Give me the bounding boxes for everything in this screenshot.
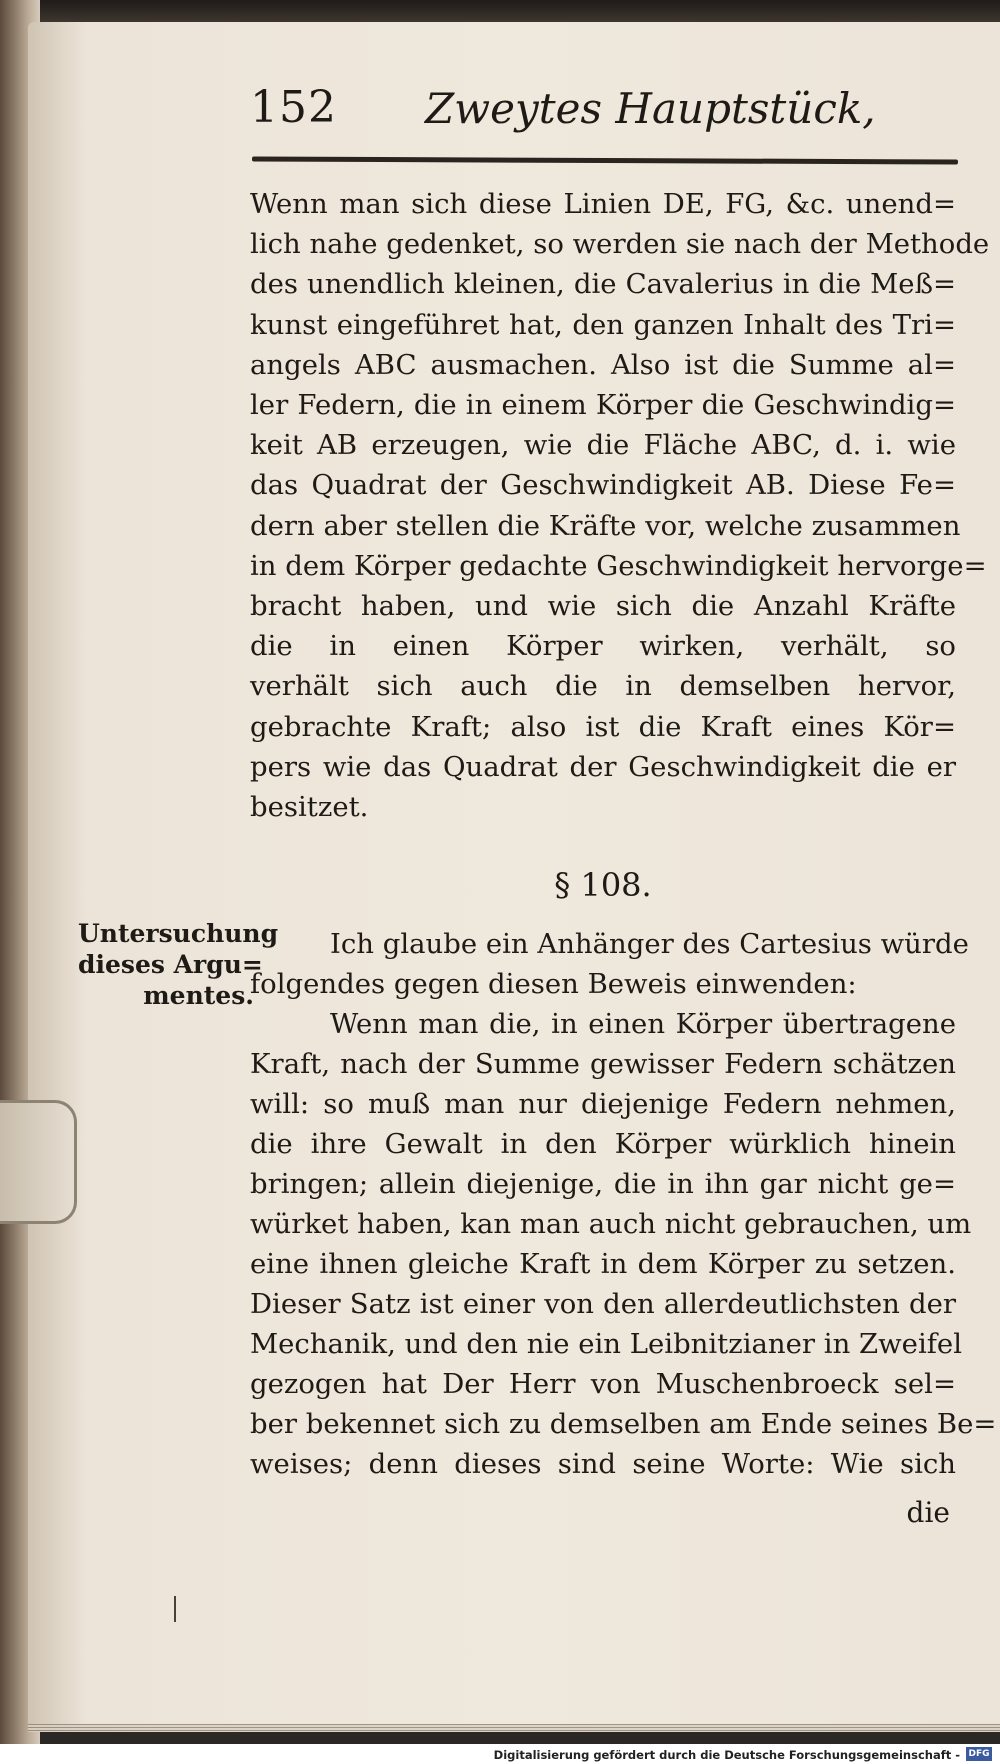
paragraph-line: Kraft, nach der Summe gewisser Federn schätzen bbox=[250, 1048, 956, 1080]
running-head bbox=[250, 82, 950, 142]
digitization-credit: Digitalisierung gefördert durch die Deutsche Forschungsgemeinschaft - bbox=[493, 1748, 960, 1762]
paragraph-line: gezogen hat Der Herr von Muschenbroeck sel= bbox=[250, 1368, 956, 1400]
body-line: bracht haben, und wie sich die Anzahl Kräfte bbox=[250, 590, 956, 623]
marginal-note-line: dieses Argu= bbox=[78, 950, 263, 979]
body-line: gebrachte Kraft; also ist die Kraft eines Kör= bbox=[250, 710, 956, 743]
paragraph-line: Wenn man die, in einen Körper übertragene bbox=[330, 1008, 956, 1040]
page-number: 152 bbox=[250, 82, 337, 133]
marginal-note-line: Untersuchung bbox=[78, 919, 279, 948]
paragraph-line: eine ihnen gleiche Kraft in dem Körper zu setzen. bbox=[250, 1248, 956, 1280]
paragraph-line: bringen; allein diejenige, die in ihn gar nicht ge= bbox=[250, 1168, 956, 1200]
body-line: besitzet. bbox=[250, 791, 369, 824]
body-line: Wenn man sich diese Linien DE, FG, &c. unend= bbox=[250, 188, 956, 220]
bookmark-tab bbox=[0, 1100, 77, 1224]
paragraph-line: will: so muß man nur diejenige Federn nehmen, bbox=[250, 1088, 956, 1120]
marginal-note-line: mentes. bbox=[143, 981, 254, 1010]
running-title: Zweytes Hauptstück, bbox=[425, 84, 876, 133]
body-line: lich nahe gedenket, so werden sie nach der Methode bbox=[250, 228, 990, 261]
body-line: ler Federn, die in einem Körper die Geschwindig= bbox=[250, 389, 956, 422]
paragraph-line: Dieser Satz ist einer von den allerdeutlichsten der bbox=[250, 1288, 956, 1320]
paragraph-line: ber bekennet sich zu demselben am Ende seines Be= bbox=[250, 1408, 997, 1440]
catchword: die bbox=[906, 1496, 950, 1529]
scan-top-edge bbox=[0, 0, 1000, 22]
paragraph-line: folgendes gegen diesen Beweis einwenden: bbox=[250, 968, 857, 1000]
body-line: kunst eingeführet hat, den ganzen Inhalt des Tri= bbox=[250, 308, 956, 341]
body-line: verhält sich auch die in demselben hervor, bbox=[250, 670, 956, 703]
body-line: in dem Körper gedachte Geschwindigkeit hervorge= bbox=[250, 549, 987, 582]
paragraph-line: würket haben, kan man auch nicht gebrauchen, um bbox=[250, 1208, 972, 1240]
paragraph-line: Mechanik, und den nie ein Leibnitzianer in Zweifel bbox=[250, 1328, 962, 1360]
body-line: die in einen Körper wirken, verhält, so bbox=[250, 630, 956, 663]
section-paragraph bbox=[250, 924, 997, 1484]
stray-ink-mark bbox=[174, 1596, 176, 1622]
body-line: pers wie das Quadrat der Geschwindigkeit die er bbox=[250, 750, 956, 783]
body-line: dern aber stellen die Kräfte vor, welche zusammen bbox=[250, 509, 961, 542]
body-line: das Quadrat der Geschwindigkeit AB. Diese Fe= bbox=[250, 469, 956, 502]
body-line: des unendlich kleinen, die Cavalerius in die Meß= bbox=[250, 268, 956, 301]
marginal-note bbox=[78, 918, 279, 1011]
body-text bbox=[250, 184, 990, 827]
body-line: keit AB erzeugen, wie die Fläche ABC, d. i. wie bbox=[250, 429, 956, 462]
paragraph-line: die ihre Gewalt in den Körper würklich hinein bbox=[250, 1128, 956, 1160]
footer-strip bbox=[0, 1744, 1000, 1764]
page-edges bbox=[28, 1724, 1000, 1732]
body-line: angels ABC ausmachen. Also ist die Summe al= bbox=[250, 348, 956, 381]
dfg-logo: DFG bbox=[966, 1747, 992, 1761]
paragraph-line: Ich glaube ein Anhänger des Cartesius würde bbox=[330, 928, 969, 960]
section-heading: § 108. bbox=[554, 866, 652, 904]
paragraph-line: weises; denn dieses sind seine Worte: Wie sich bbox=[250, 1448, 956, 1480]
